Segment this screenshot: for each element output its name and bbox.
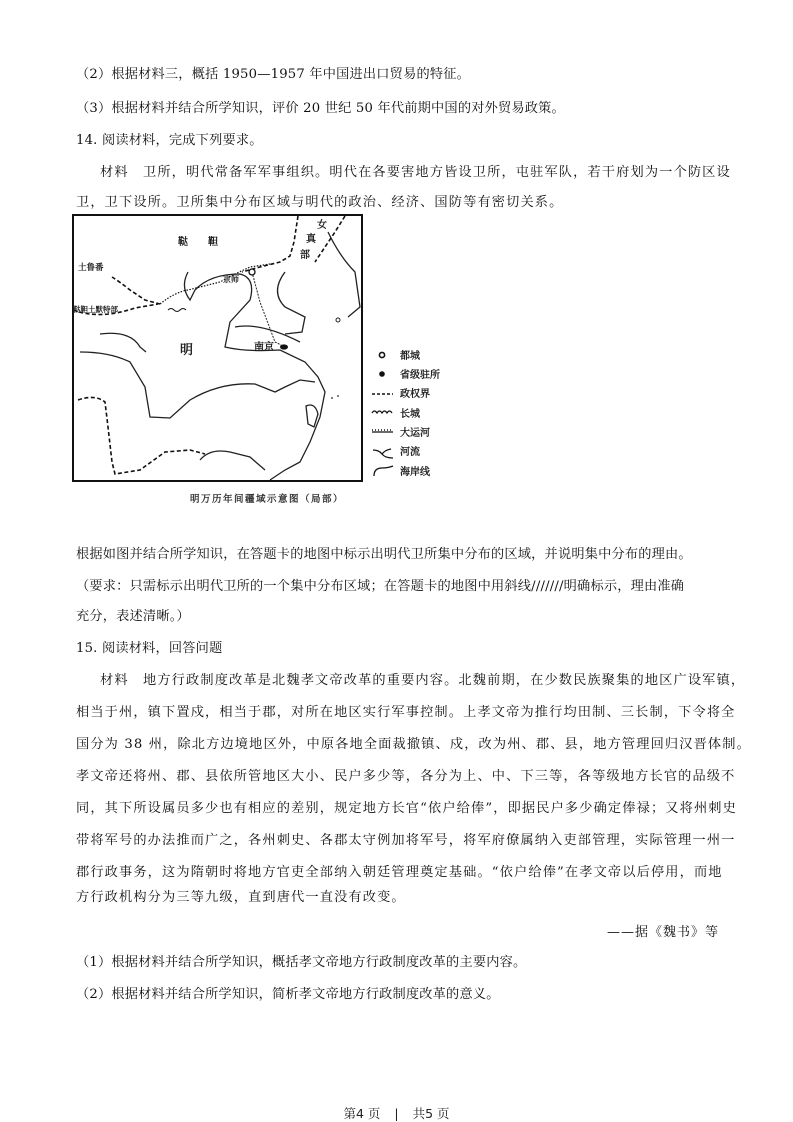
page-footer [0, 1104, 793, 1122]
provincial-seat-dot-icon [379, 371, 385, 377]
page-total: 共5 页 [412, 1106, 450, 1121]
legend-label: 河流 [400, 447, 420, 458]
river-south [200, 451, 265, 470]
legend-label: 大运河 [400, 428, 430, 439]
q15-material-line: 孝文帝还将州、郡、县依所管地区大小、民户多少等，各分为上、中、下三等，各等级地方长官的品级不 [76, 769, 736, 784]
q15-material-line: 相当于州，镇下置戍，相当于郡，对所在地区实行军事控制。上孝文帝为推行均田制、三长制，下令将全 [76, 705, 736, 720]
label-jingshi: 京师 [223, 274, 239, 284]
boundary-southwest [78, 397, 205, 474]
label-turfan: 土鲁番 [78, 263, 104, 273]
label-nv: 女 [317, 220, 327, 231]
capital-beijing-marker [249, 269, 255, 275]
map-frame [73, 215, 362, 481]
legend-label: 都城 [400, 351, 420, 362]
coastline-icon [374, 466, 393, 476]
island-dot [337, 395, 339, 397]
coastline-main [184, 272, 325, 480]
label-bu: 部 [300, 250, 310, 261]
q15-material-line: 国分为 38 州，除北方边境地区外，中原各地全面裁撤镇、戍，改为州、郡、县，地方管理回归汉晋体制。 [76, 737, 751, 752]
q15-material-line: 方行政机构分为三等九级，直到唐代一直没有改变。 [76, 890, 406, 905]
question-13-2: （2）根据材料三，概括 1950—1957 年中国进出口贸易的特征。 [76, 67, 471, 82]
question-15-title: 15. 阅读材料，回答问题 [76, 641, 223, 656]
q14-prompt-line: 根据如图并结合所学知识，在答题卡的地图中标示出明代卫所集中分布的区域，并说明集中分布的理由。 [76, 547, 692, 562]
river-west [100, 333, 146, 352]
legend-label: 省级驻所 [400, 370, 440, 381]
q15-material-line: 材料 地方行政制度改革是北魏孝文帝改革的重要内容。北魏前期，在少数民族聚集的地区广设军镇， [100, 673, 746, 688]
q14-material-line: 材料 卫所，明代常备军军事组织。明代在各要害地方皆设卫所，屯驻军队，若干府划为一个防区设 [100, 165, 731, 180]
island-taiwan [306, 405, 318, 427]
capital-circle-icon [379, 352, 384, 357]
map-legend [372, 349, 440, 478]
coastline-korea [328, 232, 360, 317]
legend-label: 政权界 [400, 389, 430, 400]
legend-label: 长城 [400, 409, 420, 420]
great-wall-icon [372, 411, 392, 413]
map-lines [80, 232, 360, 480]
q14-material-line: 卫，卫下设所。卫所集中分布区域与明代的政治、经济、国防等有密切关系。 [76, 195, 564, 210]
grand-canal [252, 272, 285, 347]
island-dot [331, 397, 333, 399]
boundary-jurchen-west [242, 216, 298, 272]
question-14-title: 14. 阅读材料，完成下列要求。 [76, 133, 263, 148]
q15-material-line: 同，其下所设属员多少也有相应的差别，规定地方长官“依户给俸”，即据民户多少确定俸禄；又将州刺史 [76, 801, 737, 816]
label-tumed: 鞑靼土默特部 [73, 305, 118, 314]
q14-prompt-line: （要求：只需标示出明代卫所的一个集中分布区域；在答题卡的地图中用斜线///////明确标示，理由准确 [76, 579, 685, 594]
label-nanjing: 南京 [254, 342, 274, 353]
river-yangtze [80, 352, 315, 418]
legend-label: 海岸线 [400, 467, 430, 478]
boundary-west [112, 277, 160, 304]
label-tatar: 鞑 靼 [178, 237, 218, 248]
map-caption: 明万历年间疆域示意图（局部） [190, 494, 345, 505]
material-source: ——据《魏书》等 [606, 925, 719, 940]
q15-material-line: 郡行政事务，这为隋朝时将地方官吏全部纳入朝廷管理奠定基础。“依户给俸”在孝文帝以后停用，而地 [76, 865, 723, 880]
question-15-2: （2）根据材料并结合所学知识，简析孝文帝地方行政制度改革的意义。 [76, 987, 500, 1002]
coastline-shandong [278, 272, 306, 334]
nanjing-marker [280, 344, 288, 349]
river-icon [373, 449, 393, 458]
q14-prompt-line: 充分，表述清晰。） [76, 609, 190, 624]
ming-territory-map [70, 212, 450, 512]
q15-material-line: 带将军号的办法推而广之，各州刺史、各郡太守例加将军号，将军府僚属纳入吏部管理，实际管理一州一 [76, 833, 736, 848]
question-15-1: （1）根据材料并结合所学知识，概括孝文帝地方行政制度改革的主要内容。 [76, 955, 527, 970]
label-zhen: 真 [306, 234, 316, 245]
question-13-3: （3）根据材料并结合所学知识，评价 20 世纪 50 年代前期中国的对外贸易政策。 [76, 101, 565, 116]
great-wall-segment [168, 309, 186, 312]
label-ming: 明 [180, 343, 194, 358]
footer-separator: | [394, 1106, 399, 1121]
island-marker [336, 318, 340, 322]
page-number: 第4 页 [343, 1106, 381, 1121]
